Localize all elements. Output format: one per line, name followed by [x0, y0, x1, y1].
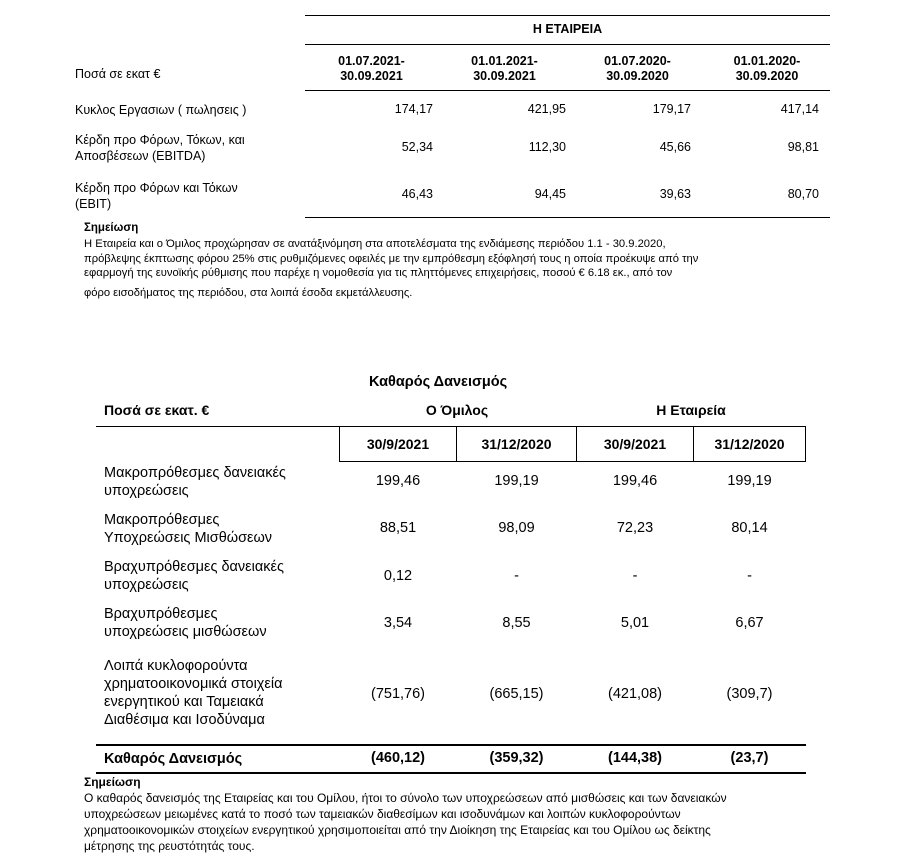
date-header: 31/12/2020 [714, 436, 785, 452]
table-cell: 45,66 [659, 140, 691, 154]
table-cell: 199,19 [494, 473, 539, 489]
amounts-label: Ποσά σε εκατ € [75, 67, 161, 81]
amounts-label: Ποσά σε εκατ. € [104, 402, 210, 418]
company-header: Η ΕΤΑΙΡΕΙΑ [532, 22, 603, 36]
label-line: Βραχυπρόθεσμες δανειακές [104, 559, 284, 575]
table-cell: 98,81 [787, 140, 819, 154]
period-header [704, 54, 830, 84]
table-cell: 199,46 [375, 473, 421, 489]
table-row-label [75, 132, 245, 164]
table-cell: 98,09 [498, 520, 535, 536]
period-header [438, 54, 571, 84]
table2-top-rule [96, 426, 806, 427]
total-label: Καθαρός Δανεισμός [104, 751, 243, 767]
note-line: φόρο εισοδήματος της περιόδου, στα λοιπά έσοδα εκμετάλλευσης. [84, 286, 413, 299]
label-line: χρηματοοικονομικά στοιχεία [104, 676, 283, 692]
table-cell: 199,46 [612, 473, 658, 489]
table-cell: - [747, 568, 752, 584]
note-line: Ο καθαρός δανεισμός της Εταιρείας και του Ομίλου, ήτοι το σύνολο των υποχρεώσεων από μισθώσεις και των δανειακών [84, 791, 727, 805]
note-line: μέτρησης της ρευστότητάς τους. [84, 839, 255, 853]
table-cell: (309,7) [726, 686, 773, 702]
table-cell: (665,15) [489, 686, 544, 702]
note-text [84, 237, 806, 300]
label-line: Διαθέσιμα και Ισοδύναμα [104, 712, 265, 728]
period-header [571, 54, 704, 84]
table-cell: 72,23 [616, 520, 654, 536]
label-line: (EBIT) [75, 197, 112, 211]
period-line: 01.07.2020- [604, 54, 671, 68]
total-cell: (144,38) [607, 750, 662, 766]
table-cell: 174,17 [394, 102, 433, 116]
table-cell: 417,14 [780, 102, 819, 116]
label-line: Μακροπρόθεσμες [104, 512, 220, 528]
total-bottom-rule [96, 772, 806, 774]
table-row-label [104, 657, 282, 729]
table-cell: (421,08) [607, 686, 662, 702]
table-cell: 80,14 [731, 520, 768, 536]
table-cell: 179,17 [652, 102, 691, 116]
table-row-label [104, 511, 272, 547]
table1-columns-rule [305, 90, 830, 91]
table-cell: 8,55 [502, 615, 531, 631]
note-title: Σημείωση [84, 222, 139, 234]
group-header-group: Ο Όμιλος [425, 402, 489, 418]
period-line: 30.09.2020 [735, 69, 799, 83]
header-divider [805, 426, 806, 462]
table-row-label [104, 605, 267, 641]
table1-bottom-rule [305, 217, 830, 218]
note-line: πρόβλεψης έκπτωσης φόρου 25% στις ρυθμιζόμενες οφειλές με την εμπρόθεσμη εξόφλησή τους η οποία προέκυψε από την [84, 252, 699, 265]
table-cell: (751,76) [370, 686, 425, 702]
table-cell: 0,12 [383, 568, 413, 584]
label-line: ενεργητικού και Ταμειακά [104, 694, 264, 710]
label-line: υποχρεώσεις μισθώσεων [104, 624, 267, 640]
label-line: υποχρεώσεις [104, 483, 189, 499]
period-line: 30.09.2021 [340, 69, 403, 83]
period-line: 30.09.2021 [473, 69, 536, 83]
note-line: χρηματοοικονομικών στοιχείων ενεργητικού χρησιμοποιείται από την Διοίκηση της Εταιρείας και του Ομίλου ως δείκτης [84, 823, 711, 837]
label-line: Κέρδη προ Φόρων, Τόκων, και [75, 133, 245, 147]
period-line: 01.07.2021- [338, 54, 405, 68]
table-cell: - [514, 568, 519, 584]
table-row-label [104, 464, 286, 500]
label-line: Υποχρεώσεις Μισθώσεων [104, 530, 273, 546]
table-row-label [104, 558, 284, 594]
table-cell: 5,01 [620, 615, 650, 631]
date-header: 30/9/2021 [366, 436, 430, 452]
period-line: 30.09.2020 [606, 69, 669, 83]
table-cell: 39,63 [659, 187, 691, 201]
total-cell: (460,12) [370, 750, 425, 766]
note-line: εφαρμογή της ευνοϊκής ρύθμισης που παρέχε η νομοθεσία για τις πληττόμενες επιχειρήσεις, ποσού € 6.18 εκ., από τον [84, 267, 673, 279]
group-header-company: Η Εταιρεία [656, 402, 726, 418]
total-cell: (359,32) [489, 750, 544, 766]
table-cell: 80,70 [787, 187, 819, 201]
table-cell: 94,45 [534, 187, 566, 201]
note-line: υποχρεώσεων μειωμένες κατά το ποσό των ταμειακών διαθεσίμων και ισοδυνάμων και λοιπών κυκλοφορούντων [84, 807, 681, 821]
date-header: 31/12/2020 [481, 436, 552, 452]
note-text [84, 790, 810, 854]
label-line: Βραχυπρόθεσμες [104, 606, 218, 622]
label-line: Μακροπρόθεσμες δανειακές [104, 465, 286, 481]
table-cell: - [632, 568, 638, 584]
note-line: Η Εταιρεία και ο Όμιλος προχώρησαν σε ανατάξινόμηση στα αποτελέσματα της ενδιάμεσης περιόδου 1.1 - 30.9.2020, [84, 238, 666, 250]
table2-header-rule [339, 461, 806, 462]
table-title: Καθαρός Δανεισμός [369, 374, 508, 390]
table1-top-rule [305, 15, 830, 16]
table-cell: 199,19 [727, 473, 772, 489]
note-title: Σημείωση [84, 775, 141, 789]
table-cell: 6,67 [735, 615, 764, 631]
table-cell: 112,30 [528, 140, 566, 154]
table-cell: 52,34 [401, 140, 433, 154]
period-line: 01.01.2021- [471, 54, 538, 68]
total-top-rule [96, 744, 806, 746]
table-cell: 88,51 [379, 520, 417, 536]
label-line: υποχρεώσεις [104, 577, 189, 593]
table-cell: 421,95 [527, 102, 566, 116]
date-header: 30/9/2021 [603, 436, 667, 452]
label-line: Αποσβέσεων (EBITDA) [75, 149, 206, 163]
period-line: 01.01.2020- [733, 54, 801, 68]
label-line: Κέρδη προ Φόρων και Τόκων [75, 181, 238, 195]
table-row-label [75, 180, 238, 212]
table-cell: 46,43 [401, 187, 433, 201]
table-cell: 3,54 [383, 615, 413, 631]
label-line: Λοιπά κυκλοφορούντα [104, 658, 248, 674]
table-row-label: Κυκλος Εργασιων ( πωλησεις ) [75, 103, 247, 117]
period-header [305, 54, 438, 84]
total-cell: (23,7) [730, 750, 769, 766]
table1-header-rule [305, 44, 830, 45]
